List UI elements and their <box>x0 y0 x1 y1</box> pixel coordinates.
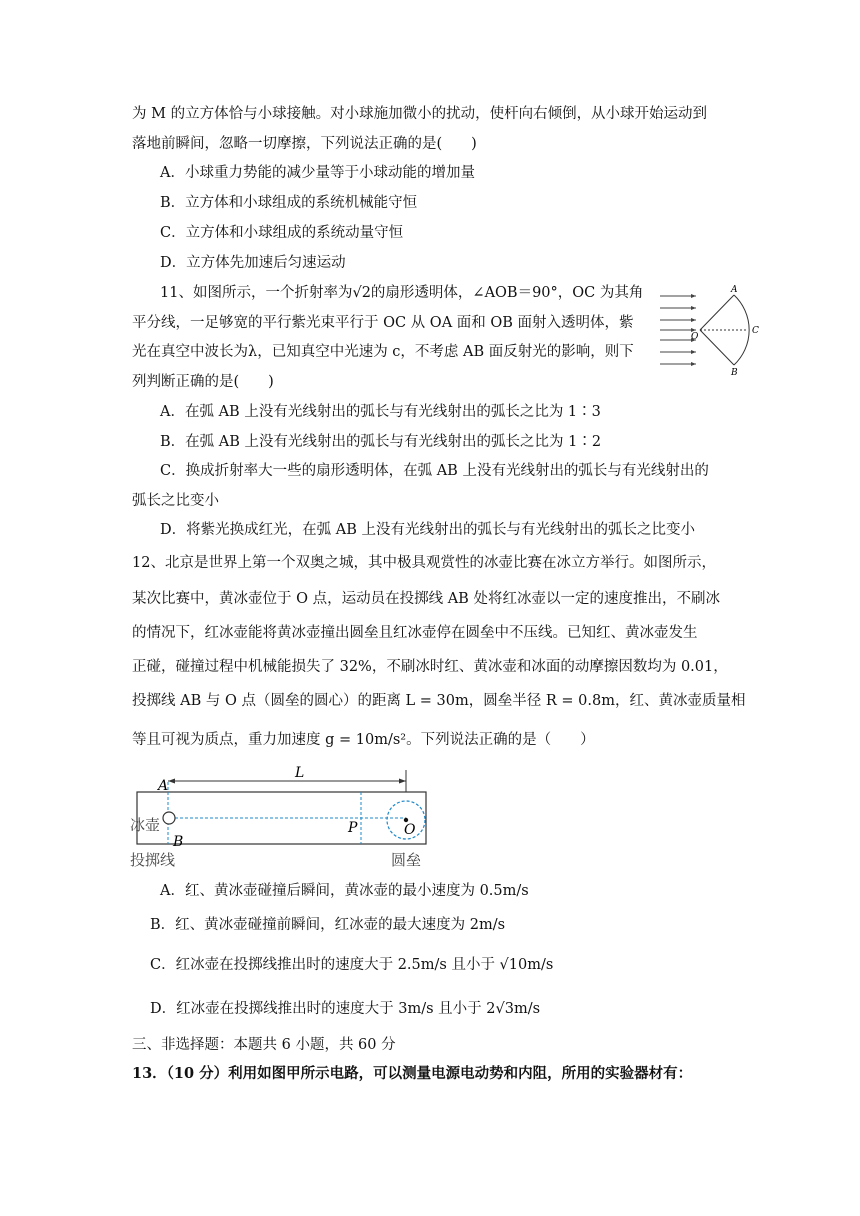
q10-option-a: A．小球重力势能的减少量等于小球动能的增加量 <box>160 165 475 181</box>
label-l: L <box>295 765 305 781</box>
label-curling: 冰壶 <box>130 816 161 834</box>
q11-option-c-cont: 弧长之比变小 <box>132 493 219 509</box>
label-p: P <box>348 820 358 836</box>
curling-figure <box>128 764 438 872</box>
q11-option-c: C．换成折射率大一些的扇形透明体，在弧 AB 上没有光线射出的弧长与有光线射出的 <box>160 463 709 479</box>
q12-option-c: C．红冰壶在投掷线推出时的速度大于 2.5m/s 且小于 √10m/s <box>150 957 554 973</box>
label-o: O <box>691 332 699 342</box>
q12-line-3: 的情况下，红冰壶能将黄冰壶撞出圆垒且红冰壶停在圆垒中不压线。已知红、黄冰壶发生 <box>132 625 698 641</box>
q12-option-b: B．红、黄冰壶碰撞前瞬间，红冰壶的最大速度为 2m/s <box>150 917 506 933</box>
q12-line-5: 投掷线 AB 与 O 点（圆垒的圆心）的距离 L = 30m，圆垒半径 R = 0.8m，红、黄冰壶质量相 <box>132 693 746 709</box>
q12-line-1: 12、北京是世界上第一个双奥之城，其中极具观赏性的冰壶比赛在冰立方举行。如图所示， <box>132 555 716 571</box>
label-house: 圆垒 <box>391 851 422 869</box>
label-o: O <box>404 822 416 838</box>
q10-option-b: B．立方体和小球组成的系统机械能守恒 <box>160 195 418 211</box>
section-heading: 三、非选择题：本题共 6 小题，共 60 分 <box>132 1037 396 1053</box>
q12-line-6: 等且可视为质点，重力加速度 g = 10m/s²。下列说法正确的是（ ） <box>132 732 595 748</box>
q12-option-a: A．红、黄冰壶碰撞后瞬间，黄冰壶的最小速度为 0.5m/s <box>160 883 529 899</box>
q10-option-d: D．立方体先加速后匀速运动 <box>160 255 346 271</box>
q10-line-2: 落地前瞬间，忽略一切摩擦，下列说法正确的是( ) <box>132 136 477 152</box>
q12-line-4: 正碰，碰撞过程中机械能损失了 32%，不刷冰时红、黄冰壶和冰面的动摩擦因数均为 0.01， <box>132 659 728 675</box>
q11-option-a: A．在弧 AB 上没有光线射出的弧长与有光线射出的弧长之比为 1∶3 <box>160 404 601 420</box>
label-c: C <box>752 326 759 336</box>
q11-line-4: 列判断正确的是( ) <box>132 374 274 390</box>
label-b: B <box>731 368 738 378</box>
q11-line-1: 11、如图所示，一个折射率为√2的扇形透明体，∠AOB＝90°，OC 为其角 <box>160 285 644 301</box>
q10-line-1: 为 M 的立方体恰与小球接触。对小球施加微小的扰动，使杆向右倾倒，从小球开始运动到 <box>132 106 708 122</box>
q12-option-d: D．红冰壶在投掷线推出时的速度大于 3m/s 且小于 2√3m/s <box>150 1001 541 1017</box>
q11-option-d: D．将紫光换成红光，在弧 AB 上没有光线射出的弧长与有光线射出的弧长之比变小 <box>160 522 695 538</box>
label-a: A <box>158 778 169 794</box>
q13-line-1: 13．（10 分）利用如图甲所示电路，可以测量电源电动势和内阻，所用的实验器材有： <box>132 1065 693 1082</box>
q12-line-2: 某次比赛中，黄冰壶位于 O 点，运动员在投掷线 AB 处将红冰壶以一定的速度推出，不刷冰 <box>132 591 720 607</box>
q11-line-3: 光在真空中波长为λ，已知真空中光速为 c，不考虑 AB 面反射光的影响，则下 <box>132 344 634 360</box>
sector-figure <box>660 282 768 378</box>
label-throw-line: 投掷线 <box>130 851 176 869</box>
q11-line-2: 平分线，一足够宽的平行紫光束平行于 OC 从 OA 面和 OB 面射入透明体，紫 <box>132 315 634 331</box>
q11-option-b: B．在弧 AB 上没有光线射出的弧长与有光线射出的弧长之比为 1∶2 <box>160 434 602 450</box>
label-a: A <box>731 285 738 295</box>
label-b: B <box>173 834 184 850</box>
q10-option-c: C．立方体和小球组成的系统动量守恒 <box>160 225 404 241</box>
